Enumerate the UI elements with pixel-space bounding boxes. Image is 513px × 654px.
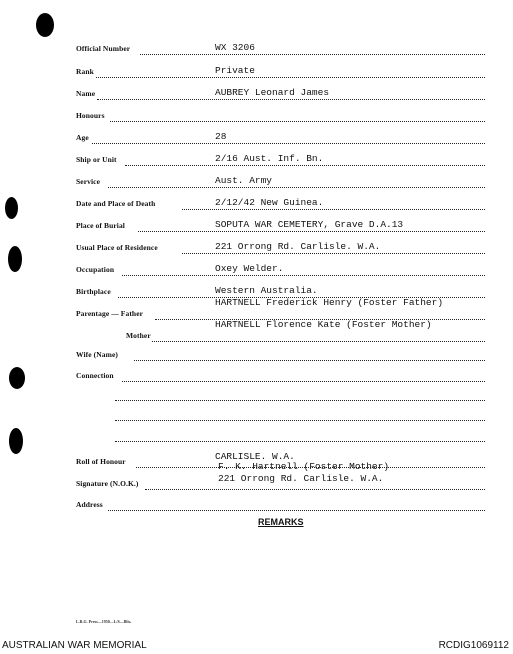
printer-footnote: L.R.G. Press—1950—L/S—Blts.	[76, 619, 132, 624]
field-line	[125, 165, 485, 166]
punch-hole	[9, 428, 23, 454]
punch-hole	[36, 13, 54, 37]
punch-hole	[5, 197, 18, 219]
field-line	[182, 209, 485, 210]
value-date-place-death: 2/12/42 New Guinea.	[215, 197, 324, 208]
label-signature-nok: Signature (N.O.K.)	[76, 479, 139, 488]
remarks-heading: REMARKS	[258, 517, 304, 527]
value-signature: F. K. Hartnell (Foster Mother)	[218, 461, 390, 472]
field-line	[122, 275, 485, 276]
label-name: Name	[76, 89, 96, 98]
label-date-place-death: Date and Place of Death	[76, 199, 156, 208]
value-official-number: WX 3206	[215, 42, 255, 53]
punch-hole	[8, 246, 22, 272]
label-place-of-burial: Place of Burial	[76, 221, 125, 230]
value-name: AUBREY Leonard James	[215, 87, 330, 98]
label-parentage-father: Parentage — Father	[76, 309, 144, 318]
value-roll-of-honour: CARLISLE. W.A.	[215, 451, 295, 462]
label-usual-residence: Usual Place of Residence	[76, 243, 158, 252]
value-age: 28	[215, 131, 227, 142]
field-line	[182, 253, 485, 254]
field-line	[108, 510, 485, 511]
field-line	[138, 231, 485, 232]
label-roll-of-honour: Roll of Honour	[76, 457, 126, 466]
field-line	[122, 381, 485, 382]
punch-hole	[9, 367, 25, 389]
value-address: 221 Orrong Rd. Carlisle. W.A.	[218, 473, 384, 484]
value-rank: Private	[215, 65, 255, 76]
value-birthplace: Western Australia.	[215, 285, 318, 296]
field-line	[115, 400, 485, 401]
label-ship-or-unit: Ship or Unit	[76, 155, 117, 164]
value-usual-residence: 221 Orrong Rd. Carlisle. W.A.	[215, 241, 381, 252]
field-line	[145, 489, 485, 490]
field-line	[140, 54, 485, 55]
value-place-of-burial: SOPUTA WAR CEMETERY, Grave D.A.13	[215, 219, 404, 230]
label-connection: Connection	[76, 371, 114, 380]
label-age: Age	[76, 133, 89, 142]
field-line	[110, 121, 485, 122]
field-line	[108, 187, 485, 188]
footer-archive-name: AUSTRALIAN WAR MEMORIAL	[2, 640, 147, 651]
value-mother: HARTNELL Florence Kate (Foster Mother)	[215, 319, 432, 330]
field-line	[97, 99, 485, 100]
label-wife-name: Wife (Name)	[76, 350, 118, 359]
label-honours: Honours	[76, 111, 105, 120]
value-father: HARTNELL Frederick Henry (Foster Father)	[215, 297, 444, 308]
label-mother: Mother	[126, 331, 151, 340]
footer-record-id: RCDIG1069112	[438, 640, 509, 651]
field-line	[92, 143, 485, 144]
label-rank: Rank	[76, 67, 94, 76]
label-address: Address	[76, 500, 103, 509]
field-line	[96, 77, 485, 78]
label-official-number: Official Number	[76, 44, 131, 53]
value-occupation: Oxey Welder.	[215, 263, 284, 274]
field-line	[152, 341, 485, 342]
label-occupation: Occupation	[76, 265, 115, 274]
field-line	[115, 441, 485, 442]
field-line	[134, 360, 485, 361]
value-service: Aust. Army	[215, 175, 273, 186]
value-ship-or-unit: 2/16 Aust. Inf. Bn.	[215, 153, 324, 164]
label-birthplace: Birthplace	[76, 287, 111, 296]
label-service: Service	[76, 177, 101, 186]
field-line	[115, 420, 485, 421]
